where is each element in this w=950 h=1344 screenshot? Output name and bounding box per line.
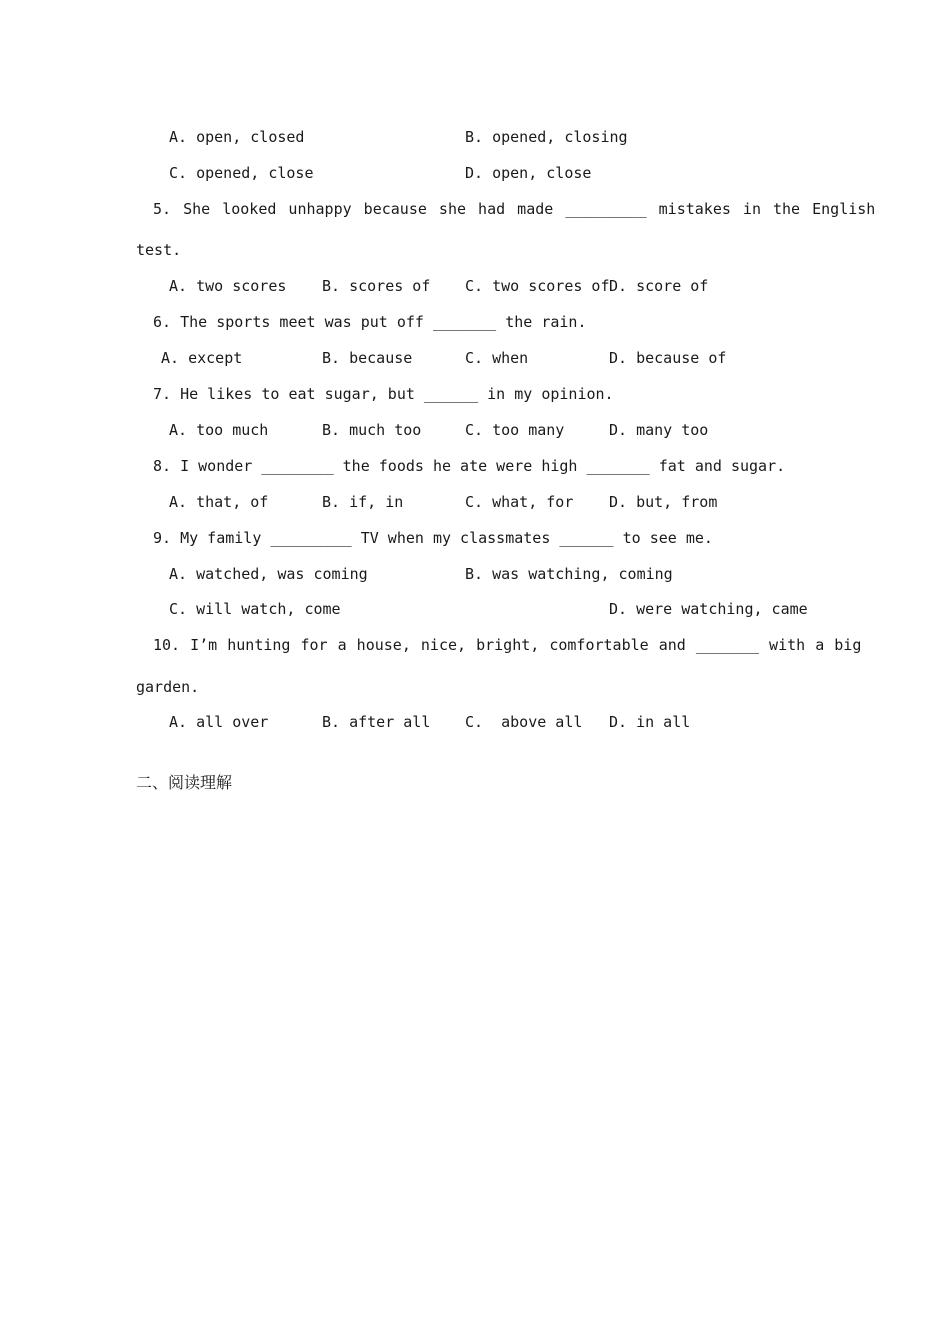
q10-option-d: D. in all	[609, 713, 691, 731]
q5-option-a: A. two scores	[169, 277, 287, 295]
section-heading-reading-comprehension: 二、阅读理解	[136, 773, 233, 792]
q7-option-a: A. too much	[169, 421, 269, 439]
q8-option-a: A. that, of	[169, 493, 269, 511]
q6-option-c: C. when	[465, 349, 529, 367]
q10-option-c: C. above all	[465, 713, 583, 731]
q9-option-c: C. will watch, come	[169, 600, 341, 618]
q5-option-c: C. two scores of	[465, 277, 610, 295]
q8-option-d: D. but, from	[609, 493, 718, 511]
q10-option-a: A. all over	[169, 713, 269, 731]
q4-option-b: B. opened, closing	[465, 128, 628, 146]
q10-stem: 10. I’m hunting for a house, nice, bright, comfortable and _______ with a big	[153, 636, 862, 654]
q7-stem: 7. He likes to eat sugar, but ______ in my opinion.	[153, 385, 614, 403]
q6-option-d: D. because of	[609, 349, 727, 367]
q8-option-c: C. what, for	[465, 493, 574, 511]
q6-option-a: A. except	[161, 349, 243, 367]
q6-option-b: B. because	[322, 349, 413, 367]
q10-option-b: B. after all	[322, 713, 431, 731]
q7-option-d: D. many too	[609, 421, 709, 439]
q9-option-a: A. watched, was coming	[169, 565, 368, 583]
q5-option-d: D. score of	[609, 277, 709, 295]
q9-stem: 9. My family _________ TV when my classmates ______ to see me.	[153, 529, 713, 547]
q5-stem-continued: test.	[136, 241, 182, 259]
q4-option-c: C. opened, close	[169, 164, 314, 182]
q9-option-d: D. were watching, came	[609, 600, 808, 618]
q5-stem: 5. She looked unhappy because she had made _________ mistakes in the English	[153, 200, 876, 218]
q7-option-c: C. too many	[465, 421, 565, 439]
q5-option-b: B. scores of	[322, 277, 431, 295]
q6-stem: 6. The sports meet was put off _______ the rain.	[153, 313, 587, 331]
q7-option-b: B. much too	[322, 421, 422, 439]
q4-option-d: D. open, close	[465, 164, 592, 182]
q8-option-b: B. if, in	[322, 493, 404, 511]
q10-stem-continued: garden.	[136, 678, 200, 696]
q4-option-a: A. open, closed	[169, 128, 305, 146]
q9-option-b: B. was watching, coming	[465, 565, 673, 583]
q8-stem: 8. I wonder ________ the foods he ate were high _______ fat and sugar.	[153, 457, 786, 475]
